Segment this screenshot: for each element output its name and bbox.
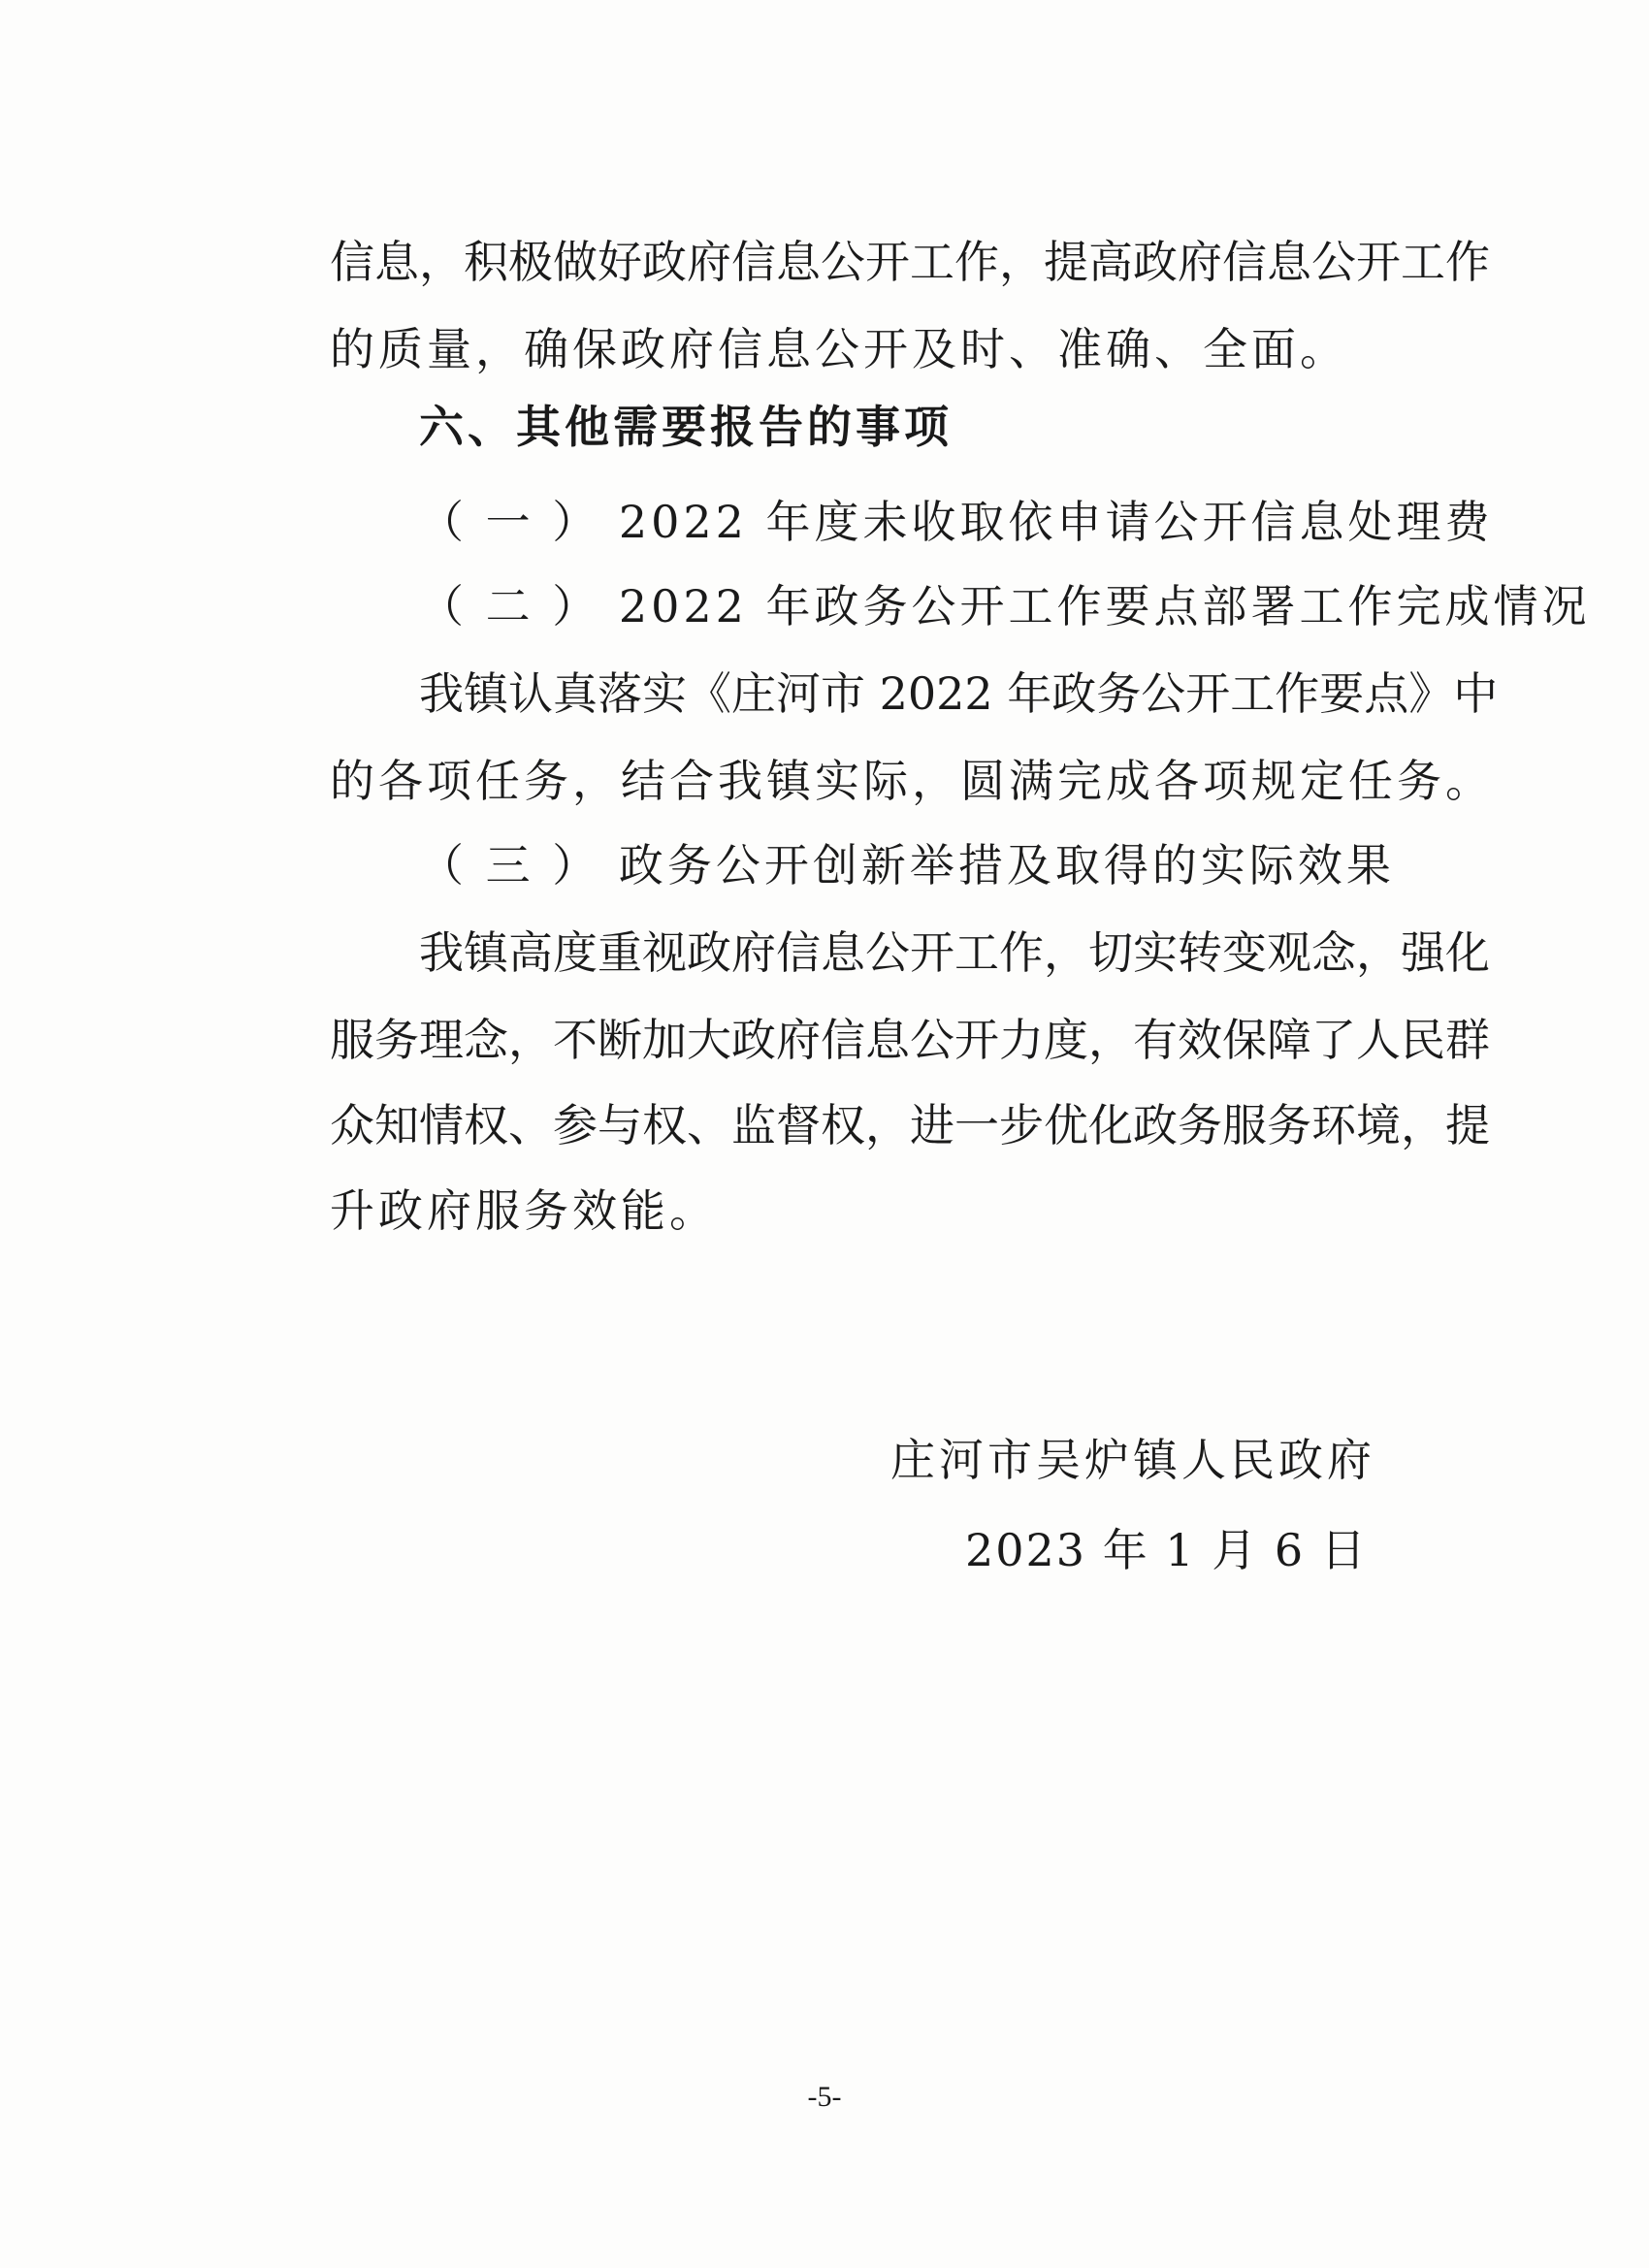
body-text-line: 信息，积极做好政府信息公开工作，提高政府信息公开工作 — [330, 236, 1490, 288]
page-number: -5- — [807, 2081, 842, 2113]
body-text-line: 服务理念，不断加大政府信息公开力度，有效保障了人民群 — [330, 1014, 1490, 1066]
subsection-heading: （ 一 ） 2022 年度未收取依申请公开信息处理费 — [419, 496, 1494, 548]
subsection-heading: （ 三 ） 政务公开创新举措及取得的实际效果 — [419, 839, 1395, 891]
body-text-line: 升政府服务效能。 — [330, 1184, 718, 1237]
subsection-heading: （ 二 ） 2022 年政务公开工作要点部署工作完成情况 — [419, 580, 1591, 632]
body-text-line: 的各项任务，结合我镇实际，圆满完成各项规定任务。 — [330, 755, 1494, 807]
body-text-line: 我镇认真落实《庄河市 2022 年政务公开工作要点》中 — [419, 667, 1499, 720]
body-text-line: 的质量，确保政府信息公开及时、准确、全面。 — [330, 323, 1348, 375]
signature-date: 2023 年 1 月 6 日 — [965, 1524, 1368, 1576]
body-text-line: 众知情权、参与权、监督权，进一步优化政务服务环境，提 — [330, 1099, 1490, 1151]
body-text-line: 我镇高度重视政府信息公开工作，切实转变观念，强化 — [419, 926, 1490, 979]
signature-organization: 庄河市吴炉镇人民政府 — [890, 1434, 1375, 1486]
section-heading: 六、其他需要报告的事项 — [419, 401, 953, 453]
